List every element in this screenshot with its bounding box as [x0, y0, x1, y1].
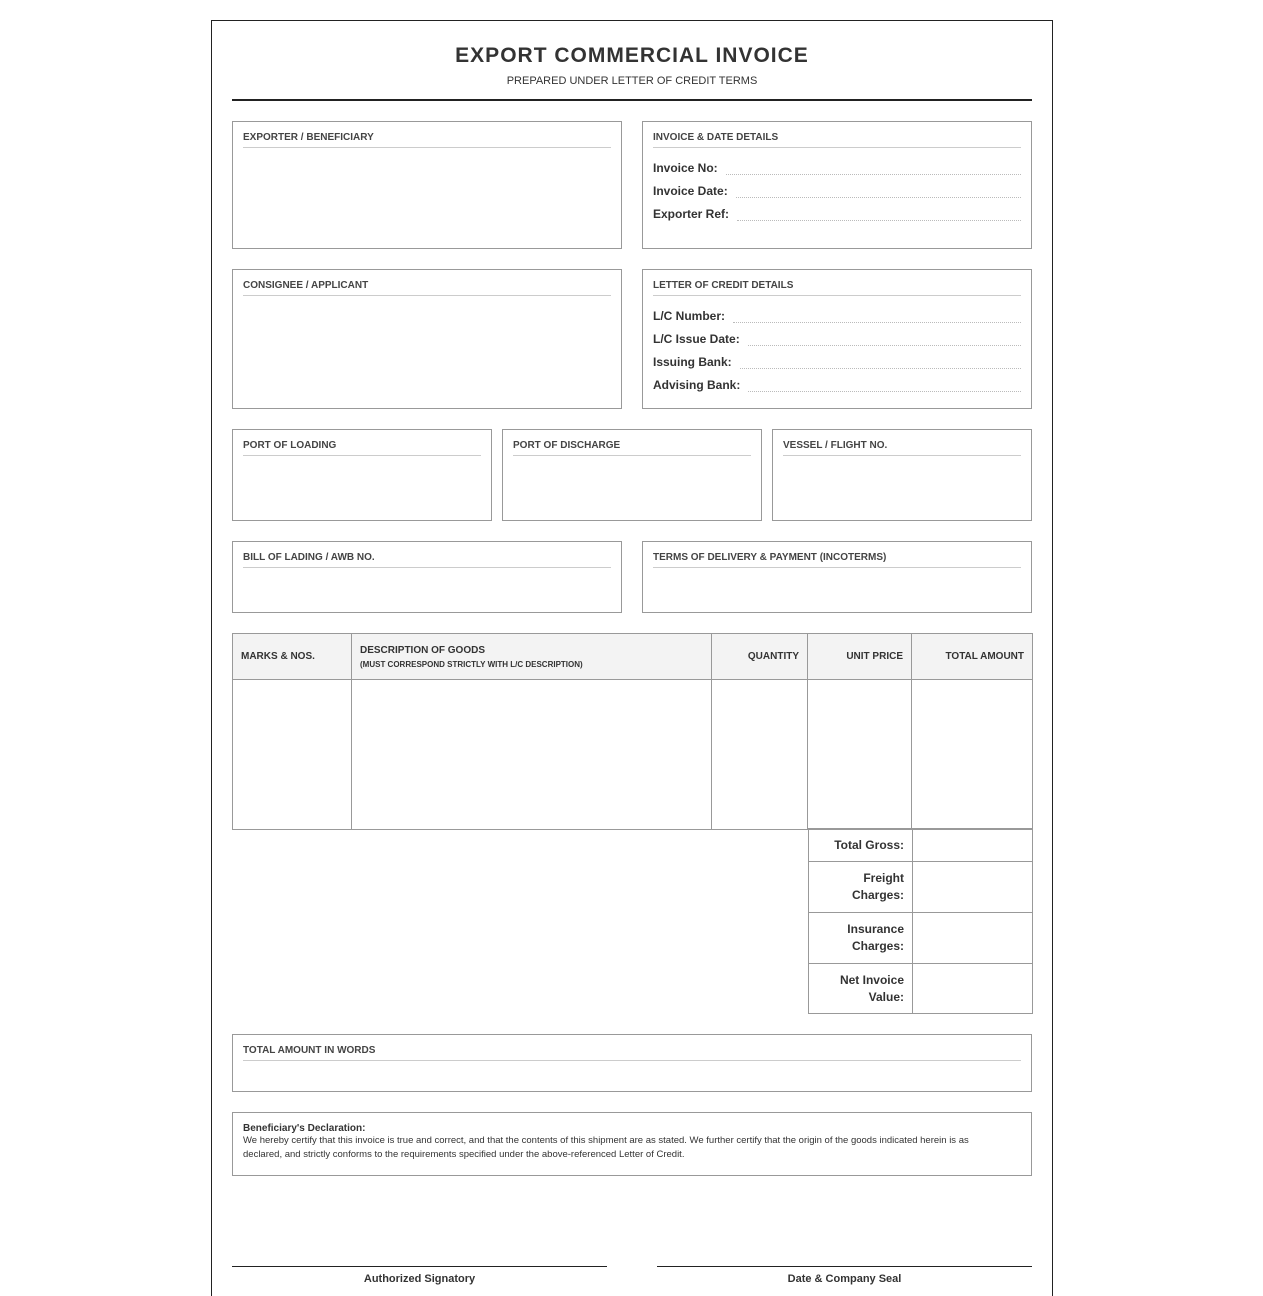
description-cell[interactable]	[352, 680, 712, 830]
issuing-bank-line	[740, 355, 1021, 369]
exporter-label: EXPORTER / BENEFICIARY	[243, 132, 611, 148]
insurance-row	[809, 913, 1033, 964]
declaration-text-line2: declared, and strictly conforms to the requirements specified under the above-referenced Letter of Credit.	[243, 1149, 685, 1160]
declaration-box	[232, 1112, 1032, 1176]
advising-bank-line	[748, 378, 1021, 392]
declaration-title: Beneficiary's Declaration:	[243, 1123, 366, 1134]
terms-label: TERMS OF DELIVERY & PAYMENT (INCOTERMS)	[653, 552, 1021, 568]
invoice-no-field[interactable]	[653, 159, 1021, 175]
lc-number-label: L/C Number:	[653, 309, 725, 323]
marks-header	[233, 634, 352, 680]
issuing-bank-label: Issuing Bank:	[653, 355, 732, 369]
document-title: EXPORT COMMERCIAL INVOICE	[455, 44, 809, 67]
quantity-cell[interactable]	[712, 680, 808, 830]
exporter-ref-field[interactable]	[653, 205, 1021, 221]
freight-row	[809, 862, 1033, 913]
totals-table	[808, 828, 1033, 1014]
lc-number-field[interactable]	[653, 307, 1021, 323]
lc-details-box	[642, 269, 1032, 409]
insurance-label	[809, 913, 913, 964]
lc-issue-date-label: L/C Issue Date:	[653, 332, 740, 346]
quantity-header-text: QUANTITY	[747, 651, 799, 662]
consignee-box[interactable]	[232, 269, 622, 409]
invoice-date-label: Invoice Date:	[653, 184, 728, 198]
advising-bank-label: Advising Bank:	[653, 378, 741, 392]
consignee-label: CONSIGNEE / APPLICANT	[243, 280, 611, 296]
lc-number-line	[733, 309, 1021, 323]
total-amount-cell[interactable]	[912, 680, 1033, 830]
goods-header-row	[233, 634, 1033, 680]
document-subtitle: PREPARED UNDER LETTER OF CREDIT TERMS	[506, 75, 758, 87]
marks-header-text: MARKS & NOS.	[241, 651, 315, 662]
lc-details-label: LETTER OF CREDIT DETAILS	[653, 280, 1021, 296]
description-header	[352, 634, 712, 680]
invoice-no-line	[726, 161, 1021, 175]
marks-cell[interactable]	[233, 680, 352, 830]
lc-issue-date-field[interactable]	[653, 330, 1021, 346]
exporter-ref-line	[737, 207, 1021, 221]
description-header-text: DESCRIPTION OF GOODS	[360, 644, 486, 656]
title-divider	[232, 99, 1032, 101]
insurance-value[interactable]	[913, 913, 1033, 964]
exporter-ref-label: Exporter Ref:	[653, 207, 730, 221]
total-gross-label	[809, 829, 913, 862]
freight-value[interactable]	[913, 862, 1033, 913]
insurance-label-line1: Insurance	[847, 922, 904, 936]
port-of-discharge-label: PORT OF DISCHARGE	[513, 440, 751, 456]
unit-price-cell[interactable]	[808, 680, 912, 830]
freight-label	[809, 862, 913, 913]
date-seal-line[interactable]	[657, 1266, 1032, 1267]
net-value-label-line2: Value:	[868, 989, 904, 1004]
bill-of-lading-box[interactable]	[232, 541, 622, 613]
port-of-loading-box[interactable]	[232, 429, 492, 521]
authorized-signature-line[interactable]	[232, 1266, 607, 1267]
total-amount-header-text: TOTAL AMOUNT	[945, 651, 1024, 662]
terms-box[interactable]	[642, 541, 1032, 613]
goods-row	[233, 680, 1033, 830]
advising-bank-field[interactable]	[653, 376, 1021, 392]
freight-label-line1: Freight	[863, 871, 904, 885]
authorized-signatory-label: Authorized Signatory	[363, 1273, 476, 1285]
issuing-bank-field[interactable]	[653, 353, 1021, 369]
freight-label-line2: Charges:	[851, 888, 904, 902]
description-note: (MUST CORRESPOND STRICTLY WITH L/C DESCRIPTION)	[360, 659, 583, 669]
quantity-header	[712, 634, 808, 680]
total-gross-label-text: Total Gross:	[834, 837, 904, 852]
invoice-date-line	[736, 184, 1021, 198]
insurance-label-line2: Charges:	[851, 939, 904, 953]
declaration-text-line1: We hereby certify that this invoice is true and correct, and that the contents of this shipment are as stated. We further certify that the origin of the goods indicated herein is as	[243, 1135, 969, 1146]
vessel-flight-box[interactable]	[772, 429, 1032, 521]
amount-in-words-box[interactable]	[232, 1034, 1032, 1092]
invoice-details-label: INVOICE & DATE DETAILS	[653, 132, 1021, 148]
bill-of-lading-label: BILL OF LADING / AWB NO.	[243, 552, 611, 568]
vessel-flight-label: VESSEL / FLIGHT NO.	[783, 440, 1021, 456]
net-value-label	[809, 964, 913, 1014]
total-gross-row	[809, 829, 1033, 862]
invoice-date-field[interactable]	[653, 182, 1021, 198]
invoice-no-label: Invoice No:	[653, 161, 718, 175]
date-seal-label: Date & Company Seal	[787, 1273, 902, 1285]
net-value-label-line1: Net Invoice	[839, 972, 904, 987]
total-gross-value[interactable]	[913, 829, 1033, 862]
invoice-page	[211, 20, 1053, 1296]
goods-table	[232, 633, 1033, 830]
net-value-value[interactable]	[913, 964, 1033, 1014]
unit-price-header	[808, 634, 912, 680]
invoice-details-box	[642, 121, 1032, 249]
unit-price-header-text: UNIT PRICE	[846, 651, 903, 662]
total-amount-header	[912, 634, 1033, 680]
exporter-box[interactable]	[232, 121, 622, 249]
port-of-discharge-box[interactable]	[502, 429, 762, 521]
lc-issue-date-line	[748, 332, 1021, 346]
port-of-loading-label: PORT OF LOADING	[243, 440, 481, 456]
amount-in-words-label: TOTAL AMOUNT IN WORDS	[243, 1045, 1021, 1061]
net-value-row	[809, 964, 1033, 1014]
